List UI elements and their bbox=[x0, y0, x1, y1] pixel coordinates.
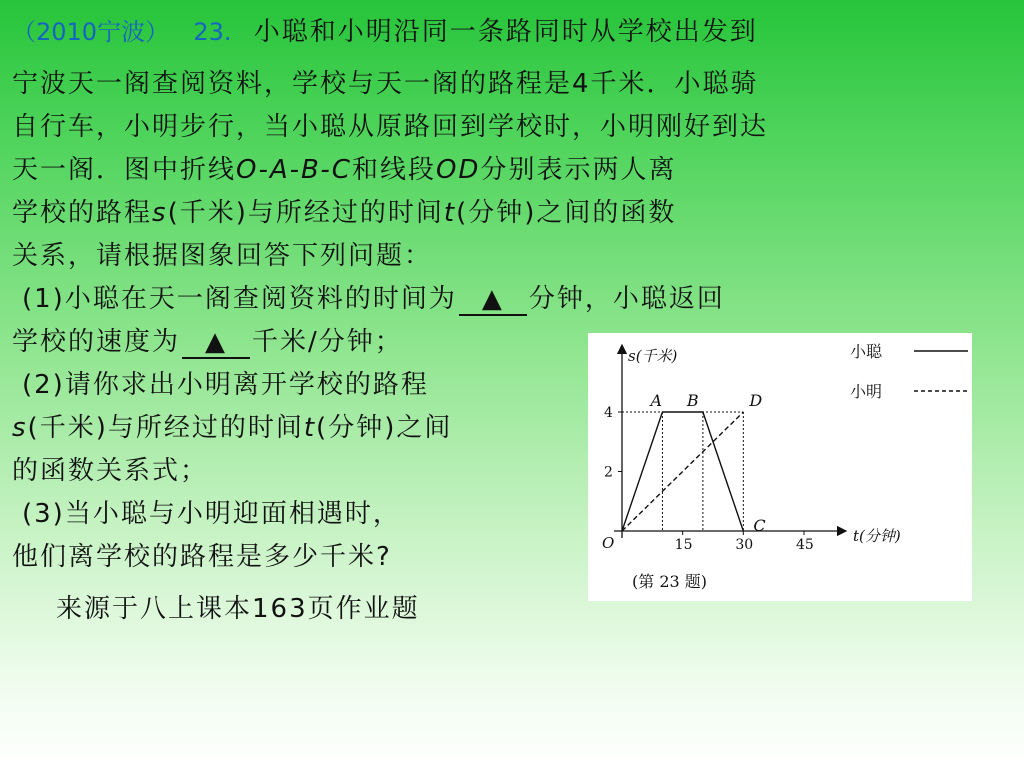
legend-label-xiaoming: 小明 bbox=[850, 382, 883, 401]
text: 分钟，小聪返回 bbox=[528, 284, 725, 314]
figure-caption: (第 23 题) bbox=[632, 572, 708, 591]
point-label-c: C bbox=[753, 516, 766, 535]
text: (千米)与所经过的时间 bbox=[167, 198, 444, 228]
text: 千米/分钟； bbox=[252, 327, 403, 357]
point-label-b: B bbox=[686, 391, 699, 410]
question-1-line-2 bbox=[12, 322, 403, 362]
question-2-line-3: 的函数关系式； bbox=[12, 456, 209, 486]
legend-label-xiaocong: 小聪 bbox=[850, 342, 883, 361]
x-tick-label: 45 bbox=[796, 537, 814, 553]
point-label-a: A bbox=[650, 391, 663, 410]
problem-text-1: 小聪和小明沿同一条路同时从学校出发到 bbox=[253, 17, 758, 47]
text: 天一阁．图中折线 bbox=[12, 155, 237, 185]
y-tick-label: 2 bbox=[604, 464, 613, 481]
var-s: s bbox=[152, 198, 168, 228]
text: (分钟)之间 bbox=[316, 413, 453, 443]
problem-line-6: 关系，请根据图象回答下列问题： bbox=[12, 241, 433, 271]
point-label-d: D bbox=[749, 391, 763, 410]
text: (1)小聪在天一阁查阅资料的时间为 bbox=[22, 284, 457, 314]
y-axis-label: s(千米) bbox=[628, 347, 678, 365]
source-tag: （2010宁波） bbox=[12, 18, 170, 46]
text: 分别表示两人离 bbox=[480, 155, 677, 185]
answer-blank: ▲ bbox=[182, 327, 250, 359]
var-s: s bbox=[12, 413, 28, 443]
problem-figure bbox=[588, 333, 972, 601]
distance-time-chart bbox=[588, 333, 972, 601]
x-tick-label: 15 bbox=[674, 537, 693, 553]
path-label-od: OD bbox=[435, 155, 481, 185]
origin-label: O bbox=[602, 534, 615, 552]
y-tick-label: 4 bbox=[604, 405, 613, 421]
question-2-line-2 bbox=[12, 408, 452, 448]
question-1-line-1 bbox=[22, 279, 725, 319]
text: 学校的速度为 bbox=[12, 327, 181, 357]
problem-line-4 bbox=[12, 150, 676, 190]
text: 学校的路程 bbox=[12, 198, 153, 228]
problem-line-5 bbox=[12, 193, 676, 233]
problem-line-1 bbox=[12, 12, 758, 52]
x-axis-label: t(分钟) bbox=[853, 527, 901, 545]
problem-line-3: 自行车，小明步行，当小聪从原路回到学校时，小明刚好到达 bbox=[12, 112, 769, 142]
var-t: t bbox=[303, 413, 317, 443]
path-label-oabc: O-A-B-C bbox=[236, 155, 352, 185]
series-line-xiaoming bbox=[622, 412, 743, 531]
x-tick-label: 30 bbox=[735, 537, 754, 553]
var-t: t bbox=[443, 198, 457, 228]
question-3-line-2: 他们离学校的路程是多少千米? bbox=[12, 542, 392, 572]
question-2-line-1: (2)请你求出小明离开学校的路程 bbox=[22, 370, 429, 400]
text: 和线段 bbox=[351, 155, 436, 185]
problem-line-2: 宁波天一阁查阅资料，学校与天一阁的路程是4千米．小聪骑 bbox=[12, 69, 759, 99]
problem-number: 23. bbox=[193, 18, 232, 46]
source-note: 来源于八上课本163页作业题 bbox=[56, 594, 420, 624]
text: (分钟)之间的函数 bbox=[456, 198, 677, 228]
text: (千米)与所经过的时间 bbox=[27, 413, 304, 443]
answer-blank: ▲ bbox=[459, 284, 527, 316]
question-3-line-1: (3)当小聪与小明迎面相遇时， bbox=[22, 499, 401, 529]
chart-series bbox=[622, 412, 743, 531]
